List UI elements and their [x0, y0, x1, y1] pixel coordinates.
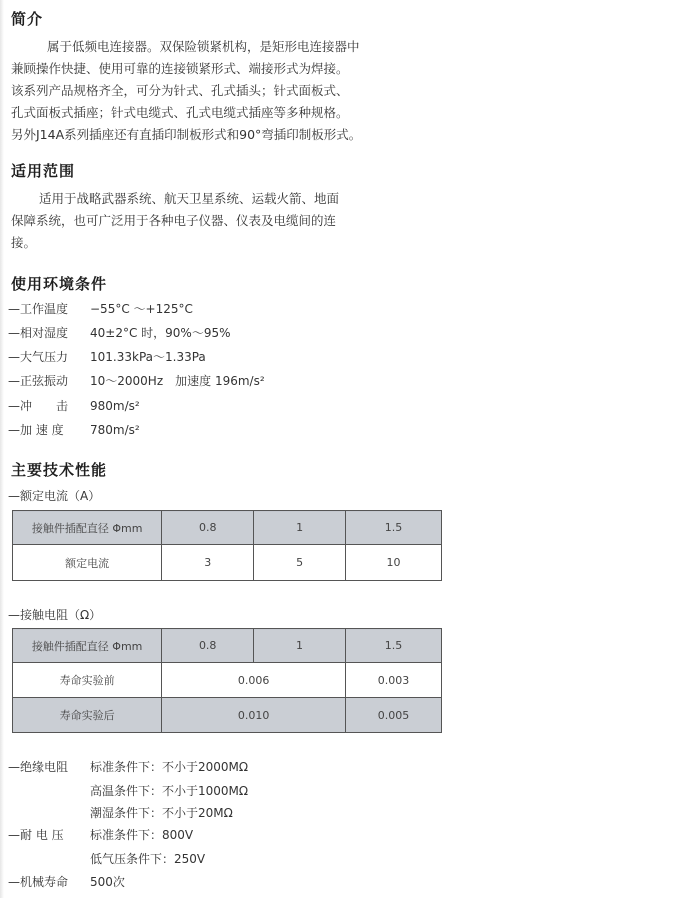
env-value: 780m/s² — [90, 423, 140, 437]
scope-paragraph — [11, 188, 391, 254]
voltage-value: 标准条件下：800V — [90, 828, 194, 842]
intro-paragraph — [11, 36, 391, 146]
intro-line: 属于低频电连接器。双保险锁紧机构，是矩形电连接器中 — [47, 39, 360, 54]
insulation-value: 标准条件下：不小于2000MΩ — [90, 760, 249, 774]
env-value: 40±2°C 时，90%～95% — [90, 326, 231, 340]
voltage-value: 低气压条件下：250V — [90, 852, 206, 866]
voltage-row — [8, 825, 193, 845]
table-cell: 1.5 — [345, 629, 441, 663]
env-row — [8, 371, 265, 391]
env-value: −55°C ～+125°C — [90, 302, 193, 316]
env-row — [8, 347, 206, 367]
table-cell: 0.003 — [345, 663, 441, 698]
section-title-tech: 主要技术性能 — [11, 461, 108, 479]
intro-line: 兼顾操作快捷、使用可靠的连接锁紧形式、端接形式为焊接。 — [11, 61, 349, 76]
env-row — [8, 323, 231, 343]
table-cell: 接触件插配直径 Φmm — [13, 629, 162, 663]
table-row — [13, 663, 442, 698]
scope-line: 保障系统，也可广泛用于各种电子仪器、仪表及电缆间的连 — [11, 213, 337, 228]
insulation-label: —绝缘电阻 — [8, 760, 69, 774]
table-cell: 寿命实验前 — [13, 663, 162, 698]
env-label: —相对湿度 — [8, 326, 69, 340]
env-row — [8, 420, 140, 440]
resistance-subtitle: —接触电阻（Ω） — [8, 608, 102, 622]
env-value: 10～2000Hz 加速度 196m/s² — [90, 374, 265, 388]
insulation-row — [8, 803, 233, 823]
env-row — [8, 299, 193, 319]
env-value: 101.33kPa～1.33Pa — [90, 350, 206, 364]
insulation-row — [8, 781, 248, 801]
section-title-scope: 适用范围 — [11, 162, 76, 180]
table-header-row — [13, 511, 442, 545]
table-cell: 0.8 — [162, 629, 254, 663]
life-label: —机械寿命 — [8, 875, 69, 889]
voltage-row — [8, 849, 205, 869]
insulation-row — [8, 757, 248, 777]
table-cell: 额定电流 — [13, 545, 162, 581]
env-label: —正弦振动 — [8, 374, 69, 388]
insulation-value: 高温条件下：不小于1000MΩ — [90, 784, 249, 798]
life-row — [8, 872, 125, 892]
table-cell: 0.8 — [162, 511, 254, 545]
table-header-row — [13, 629, 442, 663]
scope-line: 适用于战略武器系统、航天卫星系统、运载火箭、地面 — [39, 191, 340, 206]
intro-line: 另外J14A系列插座还有直插印制板形式和90°弯插印制板形式。 — [11, 127, 362, 142]
table-cell: 1 — [254, 511, 346, 545]
current-table — [12, 510, 442, 581]
table-cell: 0.006 — [162, 663, 346, 698]
voltage-label: —耐 电 压 — [8, 828, 64, 842]
section-title-environment: 使用环境条件 — [11, 275, 108, 293]
table-cell: 5 — [254, 545, 346, 581]
table-cell: 1.5 — [346, 511, 442, 545]
table-cell: 1 — [254, 629, 346, 663]
life-value: 500次 — [90, 875, 125, 889]
table-cell: 3 — [162, 545, 254, 581]
table-cell: 寿命实验后 — [13, 698, 162, 733]
table-row — [13, 545, 442, 581]
table-cell: 0.010 — [162, 698, 346, 733]
env-label: —加 速 度 — [8, 423, 64, 437]
table-cell: 接触件插配直径 Φmm — [13, 511, 162, 545]
insulation-value: 潮湿条件下：不小于20MΩ — [90, 806, 233, 820]
page-edge — [0, 0, 4, 898]
table-row — [13, 698, 442, 733]
section-title-intro: 简介 — [11, 10, 44, 28]
current-subtitle: —额定电流（A） — [8, 489, 101, 503]
intro-line: 该系列产品规格齐全，可分为针式、孔式插头；针式面板式、 — [11, 83, 349, 98]
env-label: —工作温度 — [8, 302, 69, 316]
env-value: 980m/s² — [90, 399, 140, 413]
scope-line: 接。 — [11, 235, 37, 250]
env-label: —大气压力 — [8, 350, 69, 364]
resistance-table — [12, 628, 442, 733]
env-label: —冲 击 — [8, 399, 69, 413]
table-cell: 0.005 — [345, 698, 441, 733]
table-cell: 10 — [346, 545, 442, 581]
env-row — [8, 396, 140, 416]
intro-line: 孔式面板式插座；针式电缆式、孔式电缆式插座等多种规格。 — [11, 105, 349, 120]
